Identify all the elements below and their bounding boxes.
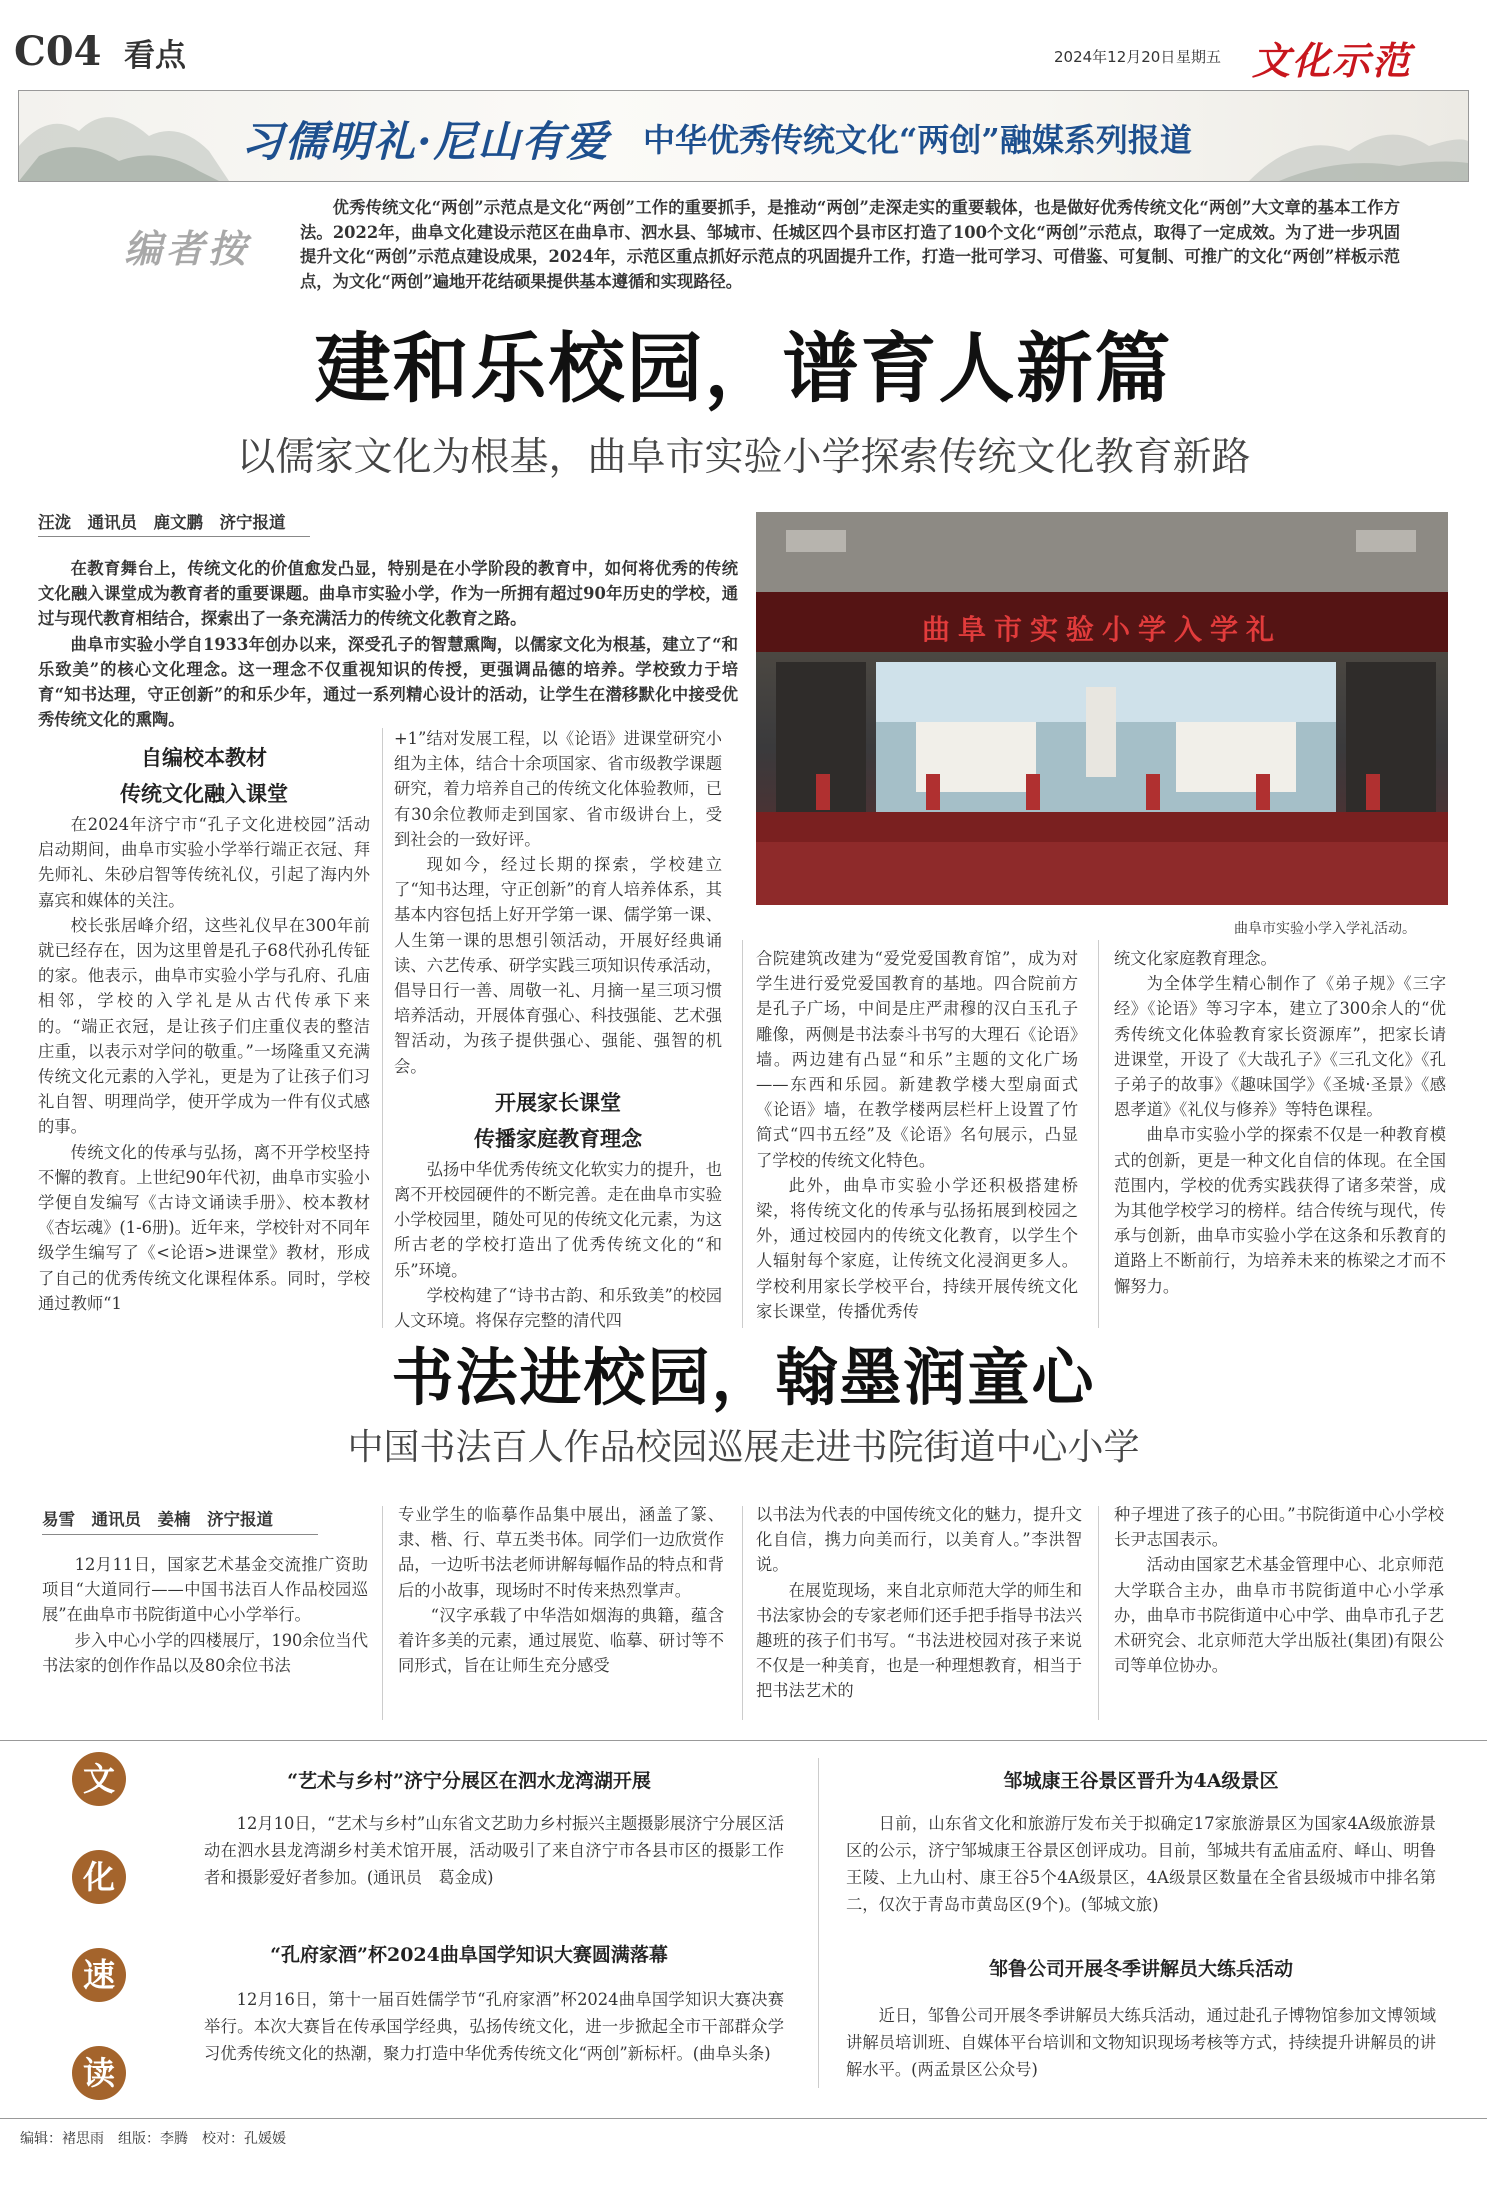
article2-column-3 xyxy=(756,1502,1082,1704)
photo-stage-text: 曲阜市实验小学入学礼 xyxy=(921,613,1282,646)
column-divider xyxy=(382,728,383,1328)
body-paragraph: 现如今，经过长期的探索，学校建立了“知书达理，守正创新”的育人培养体系，其基本内容包括上好开学第一课、儒学第一课、人生第一课的思想引领活动，开展好经典诵读、六艺传承、研学实践三项知识传承活动，倡导日行一善、周敬一礼、月摘一星三项习惯培养活动，开展体育强心、科技强能、艺术强智活动，为孩子提供强心、强能、强智的机会。 xyxy=(394,855,722,1076)
photo-caption: 曲阜市实验小学入学礼活动。 xyxy=(1234,921,1416,937)
editor-note-paragraph: 优秀传统文化“两创”示范点是文化“两创”工作的重要抓手，是推动“两创”走深走实的重要载体，也是做好优秀传统文化“两创”大文章的基本工作方法。2022年，曲阜文化建设示范区在曲阜市、泗水县、邹城市、任城区四个县市区打造了100个文化“两创”示范点，取得了一定成效。为了进一步巩固提升文化“两创”示范点建设成果，2024年，示范区重点抓好示范点的巩固提升工作，打造一批可学习、可借鉴、可复制、可推广的文化“两创”样板示范点，为文化“两创”遍地开花结硕果提供基本遵循和实现路径。 xyxy=(300,198,1400,291)
footer-rule xyxy=(0,2118,1487,2119)
brief-text xyxy=(204,1810,784,1891)
briefs-label-char: 速 xyxy=(72,1948,126,2002)
lead-paragraph: 在教育舞台上，传统文化的价值愈发凸显，特别是在小学阶段的教育中，如何将优秀的传统文化融入课堂成为教育者的重要课题。曲阜市实验小学，作为一所拥有超过90年历史的学校，通过与现代教育相结合，探索出了一条充满活力的传统文化教育之路。 xyxy=(38,559,738,629)
editor-note-label: 编者按 xyxy=(124,226,251,271)
briefs-rule xyxy=(0,1740,1487,1741)
banner-slogan: 习儒明礼·尼山有爱 xyxy=(241,117,610,166)
brief-title: “艺术与乡村”济宁分展区在泗水龙湾湖开展 xyxy=(287,1770,651,1792)
column-divider xyxy=(382,1506,383,1720)
article2-column-1 xyxy=(42,1552,368,1678)
body-paragraph: 此外，曲阜市实验小学还积极搭建桥梁，将传统文化的传承与弘扬拓展到校园之外，通过校园内的传统文化教育，以学生个人辐射每个家庭，让传统文化浸润更多人。学校利用家长学校平台，持续开展传统文化家长课堂，传播优秀传 xyxy=(756,1175,1078,1321)
briefs-label-char: 化 xyxy=(72,1850,126,1904)
body-paragraph: 校长张居峰介绍，这些礼仪早在300年前就已经存在，因为这里曾是孔子68代孙孔传钲的家。他表示，曲阜市实验小学与孔府、孔庙相邻，学校的入学礼是从古代传承下来的。“端正衣冠，是让孩子们庄重仪表的整洁庄重，以表示对学问的敬重。”一场隆重又充满传统文化元素的入学礼，更是为了让孩子们习礼自智、明理尚学，使开学成为一件有仪式感的事。 xyxy=(38,915,370,1137)
article1-byline: 汪泷 通讯员 鹿文鹏 济宁报道 xyxy=(38,513,286,532)
lead-paragraph: 曲阜市实验小学自1933年创办以来，深受孔子的智慧熏陶，以儒家文化为根基，建立了“和乐致美”的核心文化理念。这一理念不仅重视知识的传授，更强调品德的培养。学校致力于培育“知书达理，守正创新”的和乐少年，通过一系列精心设计的活动，让学生在潜移默化中接受优秀传统文化的熏陶。 xyxy=(38,634,738,730)
article2-column-4 xyxy=(1114,1502,1444,1678)
body-paragraph: 以书法为代表的中国传统文化的魅力，提升文化自信，携力向美而行，以美育人。”李洪智说。 xyxy=(756,1505,1082,1575)
brief-paragraph: 12月10日，“艺术与乡村”山东省文艺助力乡村振兴主题摄影展济宁分展区活动在泗水县龙湾湖乡村美术馆开展，活动吸引了来自济宁市各县市区的摄影工作者和摄影爱好者参加。(通讯员 葛金成) xyxy=(204,1814,784,1887)
body-paragraph: 统文化家庭教育理念。 xyxy=(1114,949,1277,968)
series-banner xyxy=(18,90,1469,182)
subhead-parents: 开展家长课堂 xyxy=(495,1089,621,1115)
brief-text xyxy=(846,1810,1436,1918)
body-paragraph: 在展览现场，来自北京师范大学的师生和书法家协会的专家老师们还手把手指导书法兴趣班的孩子们书写。“书法进校园对孩子来说不仅是一种美育，也是一种理想教育，相当于把书法艺术的 xyxy=(756,1580,1082,1701)
byline-rule xyxy=(38,536,310,537)
body-paragraph: 为全体学生精心制作了《弟子规》《三字经》《论语》等习字本，建立了300余人的“优秀传统文化体验教育家长资源库”，把家长请进课堂，开设了《大哉孔子》《三孔文化》《孔子弟子的故事》《趣味国学》《圣城·圣景》《感恩孝道》《礼仪与修养》等特色课程。 xyxy=(1114,974,1446,1120)
issue-date: 2024年12月20日 xyxy=(1054,48,1176,66)
article1-headline: 建和乐校园，谱育人新篇 xyxy=(314,324,1173,413)
body-paragraph: 合院建筑改建为“爱党爱国教育馆”，成为对学生进行爱党爱国教育的基地。四合院前方是孔子广场，中间是庄严肃穆的汉白玉孔子雕像，两侧是书法泰斗书写的大理石《论语》墙。两边建有凸显“和乐”主题的文化广场——东西和乐园。新建教学楼大型扇面式《论语》墙，在教学楼两层栏杆上设置了竹简式“四书五经”及《论语》名句展示，凸显了学校的传统文化特色。 xyxy=(756,949,1078,1170)
article1-column-1 xyxy=(38,736,370,1316)
briefs-label-char: 读 xyxy=(72,2046,126,2100)
column-logo: 文化示范 xyxy=(1252,38,1413,83)
brief-text xyxy=(846,2002,1436,2083)
body-paragraph: +1”结对发展工程，以《论语》进课堂研究小组为主体，结合十余项国家、省市级教学课题研究，着力培养自己的传统文化体验教师，已有30余位教师走到国家、省市级讲台上，受到社会的一致好评。 xyxy=(394,729,722,849)
brief-paragraph: 近日，邹鲁公司开展冬季讲解员大练兵活动，通过赴孔子博物馆参加文博领域讲解员培训班、自媒体平台培训和文物知识现场考核等方式，持续提升讲解员的讲解水平。(两孟景区公众号) xyxy=(846,2006,1436,2079)
brief-text xyxy=(204,1986,784,2067)
body-paragraph: 种子埋进了孩子的心田。”书院街道中心小学校长尹志国表示。 xyxy=(1114,1505,1444,1550)
article2-column-2 xyxy=(398,1502,724,1678)
section-name: 看点 xyxy=(124,38,186,74)
byline-rule xyxy=(42,1534,318,1535)
page-code: C04 xyxy=(14,28,102,75)
article1-column-3 xyxy=(756,946,1078,1324)
article2-subheadline: 中国书法百人作品校园巡展走进书院街道中心小学 xyxy=(347,1427,1140,1468)
subhead-textbook-2: 传统文化融入课堂 xyxy=(120,781,288,806)
body-paragraph: 传统文化的传承与弘扬，离不开学校坚持不懈的教育。上世纪90年代初，曲阜市实验小学便自发编写《古诗文诵读手册》、校本教材《杏坛魂》(1-6册)。近年来，学校针对不同年级学生编写了《<论语>进课堂》教材，形成了自己的优秀传统文化课程体系。同时，学校通过教师“1 xyxy=(38,1142,370,1313)
article2-byline: 易雪 通讯员 姜楠 济宁报道 xyxy=(42,1510,273,1529)
banner-series: 中华优秀传统文化“两创”融媒系列报道 xyxy=(643,121,1192,159)
footer-credits: 编辑：褚思雨 组版：李腾 校对：孔媛媛 xyxy=(20,2131,286,2147)
article1-column-4 xyxy=(1114,946,1446,1299)
body-paragraph: 步入中心小学的四楼展厅，190余位当代书法家的创作作品以及80余位书法 xyxy=(42,1630,368,1675)
body-paragraph: 12月11日，国家艺术基金交流推广资助项目“大道同行——中国书法百人作品校园巡展”在曲阜市书院街道中心小学举行。 xyxy=(42,1555,368,1625)
article1-lead xyxy=(38,556,738,732)
brief-title: 邹城康王谷景区晋升为4A级景区 xyxy=(1003,1770,1279,1792)
ceremony-photo xyxy=(756,512,1448,905)
body-paragraph: 活动由国家艺术基金管理中心、北京师范大学联合主办，曲阜市书院街道中心小学承办，曲阜市书院街道中心中学、曲阜市孔子艺术研究会、北京师范大学出版社(集团)有限公司等单位协办。 xyxy=(1114,1555,1444,1676)
brief-title: 邹鲁公司开展冬季讲解员大练兵活动 xyxy=(988,1958,1293,1980)
brief-paragraph: 日前，山东省文化和旅游厅发布关于拟确定17家旅游景区为国家4A级旅游景区的公示，济宁邹城康王谷景区创评成功。目前，邹城共有孟庙孟府、峄山、明鲁王陵、上九山村、康王谷5个4A级景区，4A级景区数量在全省县级城市中排名第二，仅次于青岛市黄岛区(9个)。(邹城文旅) xyxy=(846,1814,1436,1914)
editor-note-text xyxy=(300,196,1400,294)
brief-title: “孔府家酒”杯2024曲阜国学知识大赛圆满落幕 xyxy=(270,1944,668,1966)
body-paragraph: 弘扬中华优秀传统文化软实力的提升，也离不开校园硬件的不断完善。走在曲阜市实验小学校园里，随处可见的传统文化元素，为这所古老的学校打造出了优秀传统文化的“和乐”环境。 xyxy=(394,1159,722,1280)
briefs-label-char: 文 xyxy=(72,1752,126,1806)
photo-scene xyxy=(756,512,1448,905)
article1-subheadline: 以儒家文化为根基，曲阜市实验小学探索传统文化教育新路 xyxy=(236,435,1251,480)
body-paragraph: 学校构建了“诗书古韵、和乐致美”的校园人文环境。将保存完整的清代四 xyxy=(394,1285,722,1331)
body-paragraph: 在2024年济宁市“孔子文化进校园”活动启动期间，曲阜市实验小学举行端正衣冠、拜先师礼、朱砂启智等传统礼仪，引起了海内外嘉宾和媒体的关注。 xyxy=(38,815,370,910)
column-divider xyxy=(1098,1506,1099,1720)
issue-weekday: 星期五 xyxy=(1176,48,1222,66)
body-paragraph: 曲阜市实验小学的探索不仅是一种教育模式的创新，更是一种文化自信的体现。在全国范围内，学校的优秀实践获得了诸多荣誉，成为其他学校学习的榜样。结合传统与现代，传承与创新，曲阜市实验小学在这条和乐教育的道路上不断前行，为培养未来的栋梁之才而不懈努力。 xyxy=(1114,1125,1446,1296)
brief-paragraph: 12月16日，第十一届百姓儒学节“孔府家酒”杯2024曲阜国学知识大赛决赛举行。本次大赛旨在传承国学经典，弘扬传统文化，进一步掀起全市干部群众学习优秀传统文化的热潮，聚力打造中华优秀传统文化“两创”新标杆。(曲阜头条) xyxy=(204,1990,784,2063)
column-divider xyxy=(818,1758,819,2088)
article2-headline: 书法进校园，翰墨润童心 xyxy=(391,1341,1096,1414)
column-divider xyxy=(742,1506,743,1720)
column-divider xyxy=(742,940,743,1328)
body-paragraph: “汉字承载了中华浩如烟海的典籍，蕴含着许多美的元素，通过展览、临摹、研讨等不同形式，旨在让师生充分感受 xyxy=(398,1605,724,1676)
column-divider xyxy=(1098,940,1099,1328)
article1-column-2 xyxy=(394,726,722,1333)
body-paragraph: 专业学生的临摹作品集中展出，涵盖了篆、隶、楷、行、草五类书体。同学们一边欣赏作品，一边听书法老师讲解每幅作品的特点和背后的小故事，现场时不时传来热烈掌声。 xyxy=(398,1505,724,1600)
subhead-parents-2: 传播家庭教育理念 xyxy=(474,1125,642,1151)
subhead-textbook: 自编校本教材 xyxy=(141,745,267,770)
